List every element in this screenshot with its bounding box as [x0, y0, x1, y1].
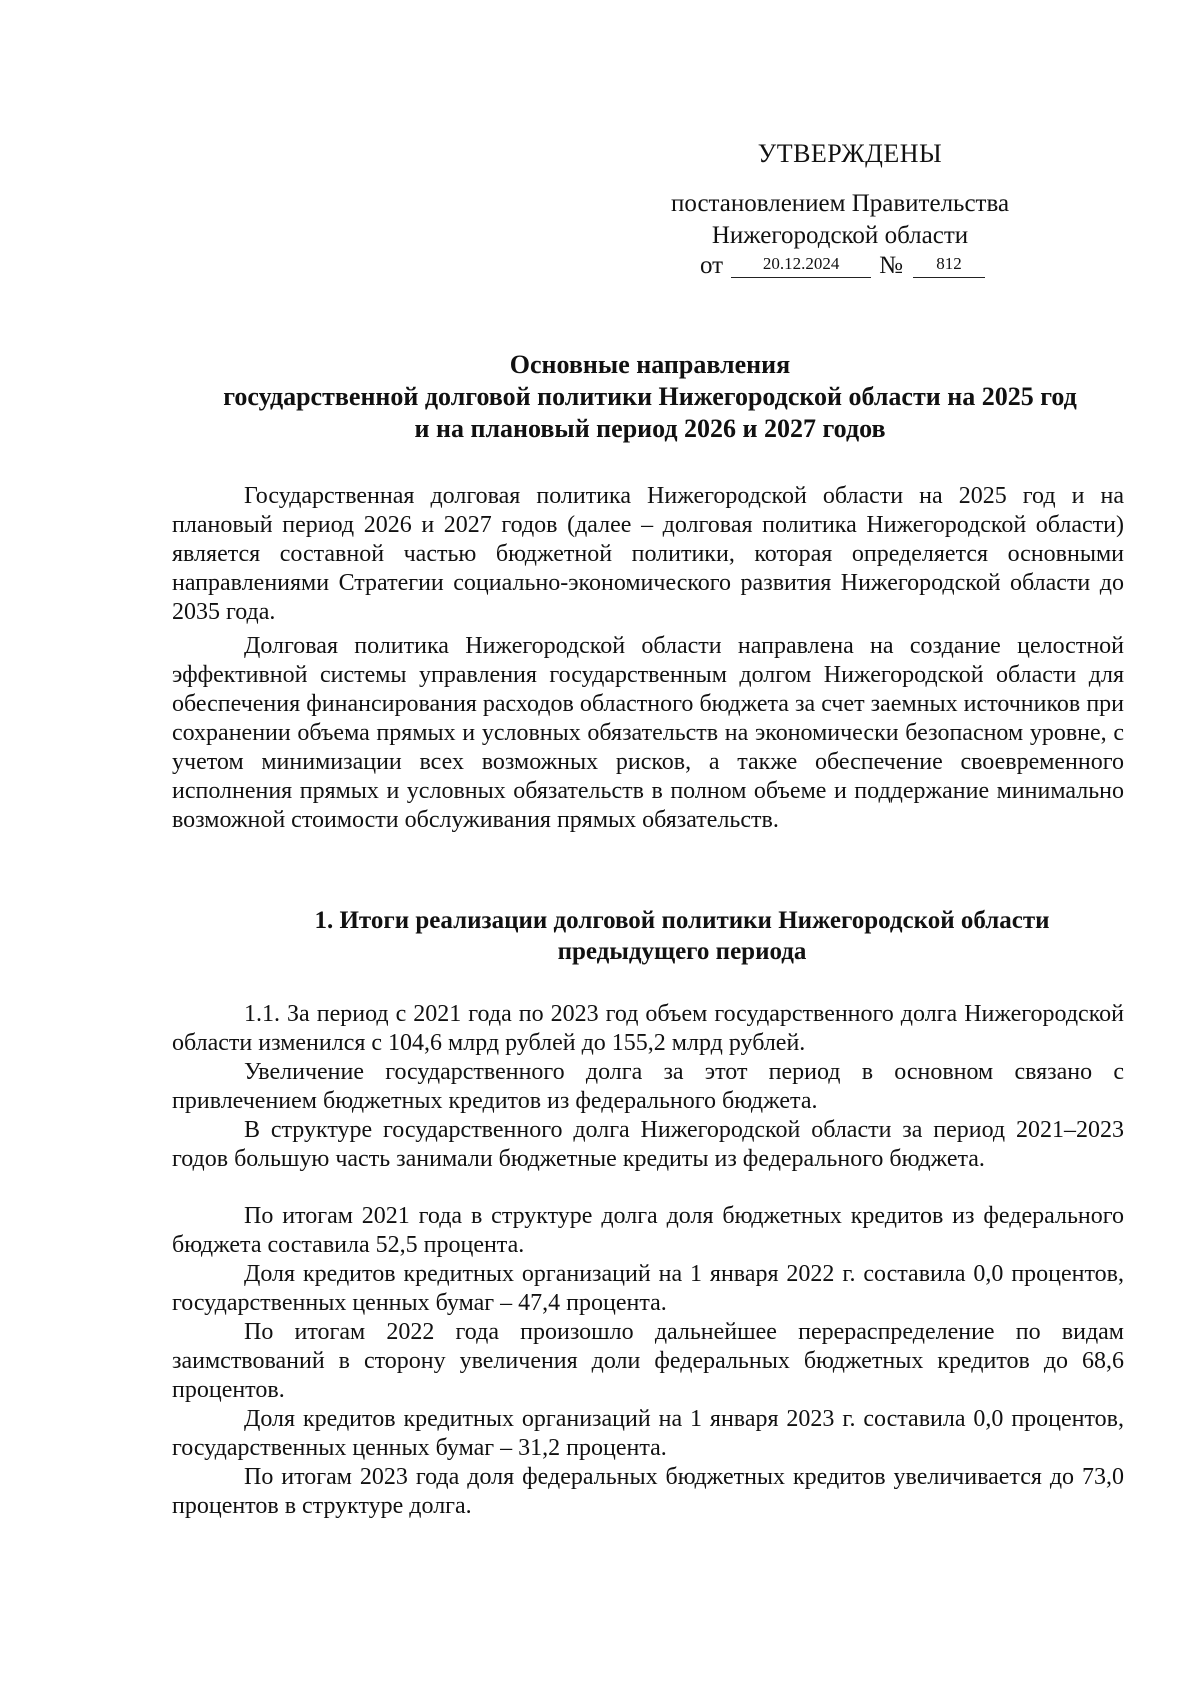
intro-paragraph-1: Государственная долговая политика Нижегородской области на 2025 год и на плановый период 2026 и 2027 годов (далее – долговая политика Нижегородской области) является составной частью бюджетной политики, которая определяется основными направлениями Стратегии социально-экономического развития Нижегородской области до 2035 года. [172, 483, 1124, 625]
approval-date: 20.12.2024 [731, 251, 871, 278]
section-1-heading-line-1: 1. Итоги реализации долговой политики Нижегородской области [314, 907, 1050, 934]
section-1-paragraph-1: 1.1. За период с 2021 года по 2023 год объем государственного долга Нижегородской области изменился с 104,6 млрд рублей до 155,2 млрд рублей. [172, 1001, 1124, 1056]
section-1-paragraph-3: В структуре государственного долга Нижегородской области за период 2021–2023 годов большую часть занимали бюджетные кредиты из федерального бюджета. [172, 1117, 1124, 1172]
section-1-paragraph-2: Увеличение государственного долга за этот период в основном связано с привлечением бюджетных кредитов из федерального бюджета. [172, 1059, 1124, 1114]
section-1-paragraph-6: По итогам 2022 года произошло дальнейшее перераспределение по видам заимствований в сторону увеличения доли федеральных бюджетных кредитов до 68,6 процентов. [172, 1319, 1124, 1403]
intro-paragraph-2: Долговая политика Нижегородской области направлена на создание целостной эффективной системы управления государственным долгом Нижегородской области для обеспечения финансирования расходов областного бюджета за счет заемных источников при сохранении объема прямых и условных обязательств на экономически безопасном уровне, с учетом минимизации всех возможных рисков, а также обеспечение своевременного исполнения прямых и условных обязательств в полном объеме и поддержание минимально возможной стоимости обслуживания прямых обязательств. [172, 633, 1124, 833]
approval-line-resolution: постановлением Правительства [670, 190, 1010, 217]
document-title-line-2: государственной долговой политики Нижегородской области на 2025 год [223, 382, 1077, 411]
approval-line-region: Нижегородской области [711, 222, 969, 249]
approval-date-number-line [700, 252, 985, 286]
approval-number-label: № [879, 252, 903, 279]
section-1-paragraph-7: Доля кредитов кредитных организаций на 1 января 2023 г. составила 0,0 процентов, государственных ценных бумаг – 31,2 процента. [172, 1406, 1124, 1461]
section-1-paragraph-5: Доля кредитов кредитных организаций на 1 января 2022 г. составила 0,0 процентов, государственных ценных бумаг – 47,4 процента. [172, 1261, 1124, 1316]
section-1-paragraph-8: По итогам 2023 года доля федеральных бюджетных кредитов увеличивается до 73,0 процентов в структуре долга. [172, 1464, 1124, 1519]
section-1-paragraph-4: По итогам 2021 года в структуре долга доля бюджетных кредитов из федерального бюджета составила 52,5 процента. [172, 1203, 1124, 1258]
approval-from-label: от [700, 252, 724, 279]
approval-heading: УТВЕРЖДЕНЫ [757, 139, 943, 168]
section-1-heading-line-2: предыдущего периода [557, 938, 807, 965]
approval-number: 812 [913, 251, 985, 278]
document-title-line-1: Основные направления [509, 350, 791, 379]
document-title-line-3: и на плановый период 2026 и 2027 годов [414, 414, 886, 443]
